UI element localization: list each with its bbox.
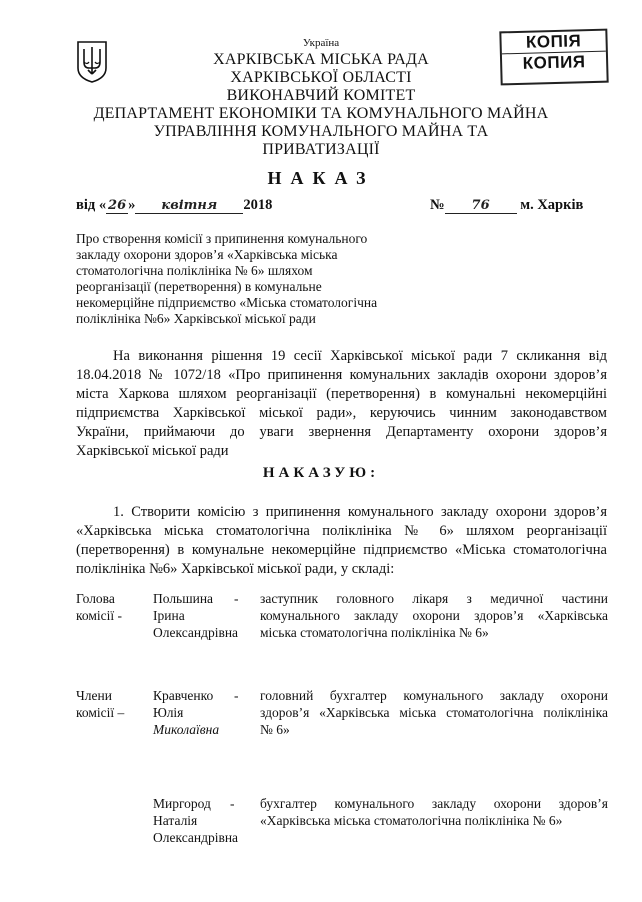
subject-line: поліклініка №6» Харківської міської ради xyxy=(76,311,316,326)
order-subject xyxy=(76,231,377,327)
city: м. Харків xyxy=(520,197,584,213)
subject-line: реорганізації (перетворення) в комунальне xyxy=(76,279,322,294)
member-description xyxy=(260,687,608,738)
member-name-line: Олександрівна xyxy=(153,830,239,845)
date-line xyxy=(76,197,272,214)
member-desc-line: «Харківська міська стоматологічна поліклініка № 6» xyxy=(260,813,563,828)
member-name-line: Польшина xyxy=(153,591,214,606)
member-desc-line: міська стоматологічна поліклініка № 6» xyxy=(260,625,489,640)
member-dash: - xyxy=(230,796,235,811)
member-description xyxy=(260,795,608,829)
member-dash: - xyxy=(234,591,239,606)
stamp-line-1: КОПІЯ xyxy=(501,31,606,55)
preamble-line: 18.04.2018 № 1072/18 «Про припинення комунальних закладів охорони здоров’я xyxy=(76,367,607,383)
header-line-2: ХАРКІВСЬКОЇ ОБЛАСТІ xyxy=(230,69,412,86)
preamble-line: Харківської міської ради xyxy=(76,443,229,459)
item-1-line: (перетворення) в комунальне некомерційне підприємство «Міська стоматологічна xyxy=(76,542,607,558)
header-line-3: ВИКОНАВЧИЙ КОМІТЕТ xyxy=(226,87,416,104)
subject-line: некомерційне підприємство «Міська стоматологічна xyxy=(76,295,378,310)
number-line xyxy=(430,197,583,214)
date-day: 26 xyxy=(108,198,127,213)
preamble-line: України, приймаючи до уваги звернення Департаменту охорони здоров’я xyxy=(76,424,607,440)
header-line-5: УПРАВЛІННЯ КОМУНАЛЬНОГО МАЙНА ТА xyxy=(153,123,489,140)
header-country: Україна xyxy=(302,37,340,49)
member-name xyxy=(153,795,238,846)
member-name-line: Миколаївна xyxy=(153,722,220,737)
order-number: 76 xyxy=(445,198,517,214)
date-month: квітня xyxy=(135,198,243,214)
preamble-line: На виконання рішення 19 сесії Харківської міської ради 7 скликання від xyxy=(113,348,607,364)
member-desc-line: бухгалтер комунального закладу охорони здоров’я xyxy=(260,796,608,811)
date-year: 2018 xyxy=(243,197,273,213)
header-line-6: ПРИВАТИЗАЦІЇ xyxy=(262,141,380,158)
orders-heading: НАКАЗУЮ: xyxy=(262,465,380,481)
member-desc-line: здоров’я «Харківська міська стоматологічна поліклініка xyxy=(260,705,608,720)
member-desc-line: заступник головного лікаря з медичної частини xyxy=(260,591,608,606)
member-desc-line: головний бухгалтер комунального закладу охорони xyxy=(260,688,608,703)
member-role-line: комісії – xyxy=(76,705,125,720)
header-line-4: ДЕПАРТАМЕНТ ЕКОНОМІКИ ТА КОМУНАЛЬНОГО МАЙНА xyxy=(93,105,549,122)
member-role-line: комісії - xyxy=(76,608,123,623)
member-name-line: Миргород xyxy=(153,796,211,811)
member-description xyxy=(260,590,608,641)
member-role xyxy=(76,590,122,624)
date-prefix: від « xyxy=(76,197,107,213)
order-title: НАКАЗ xyxy=(267,168,375,188)
item-1-line: поліклініка №6» Харківської міської ради, у складі: xyxy=(76,561,395,577)
item-1-line: 1. Створити комісію з припинення комунального закладу охорони здоров’я xyxy=(113,504,607,520)
preamble-line: підприємства Харківської міської ради», керуючись чинним законодавством xyxy=(76,405,607,421)
subject-line: закладу охорони здоров’я «Харківська міська xyxy=(76,247,338,262)
member-dash: - xyxy=(234,688,239,703)
item-1 xyxy=(76,503,607,579)
member-role-line: Члени xyxy=(76,688,112,703)
subject-line: стоматологічна поліклініка № 6» шляхом xyxy=(76,263,313,278)
member-name-line: Наталія xyxy=(153,813,198,828)
item-1-line: «Харківська міська стоматологічна поліклініка № 6» шляхом реорганізації xyxy=(76,523,607,539)
header-line-1: ХАРКІВСЬКА МІСЬКА РАДА xyxy=(213,51,429,68)
member-role xyxy=(76,687,124,721)
preamble xyxy=(76,347,607,461)
member-name-line: Ірина xyxy=(153,608,185,623)
member-desc-line: № 6» xyxy=(260,722,290,737)
member-name-line: Кравченко xyxy=(153,688,214,703)
number-label: № xyxy=(430,197,445,213)
member-role-line: Голова xyxy=(76,591,115,606)
member-desc-line: комунального закладу охорони здоров’я «Харківська xyxy=(260,608,608,623)
member-name xyxy=(153,687,219,738)
member-name-line: Юлія xyxy=(153,705,184,720)
stamp-line-2: КОПИЯ xyxy=(522,52,586,73)
member-name-line: Олександрівна xyxy=(153,625,239,640)
date-mid: » xyxy=(128,197,136,213)
member-name xyxy=(153,590,238,641)
preamble-line: міста Харкова шляхом реорганізації (перетворення) в комунальні некомерційні xyxy=(76,386,607,402)
subject-line: Про створення комісії з припинення комунального xyxy=(76,231,368,246)
